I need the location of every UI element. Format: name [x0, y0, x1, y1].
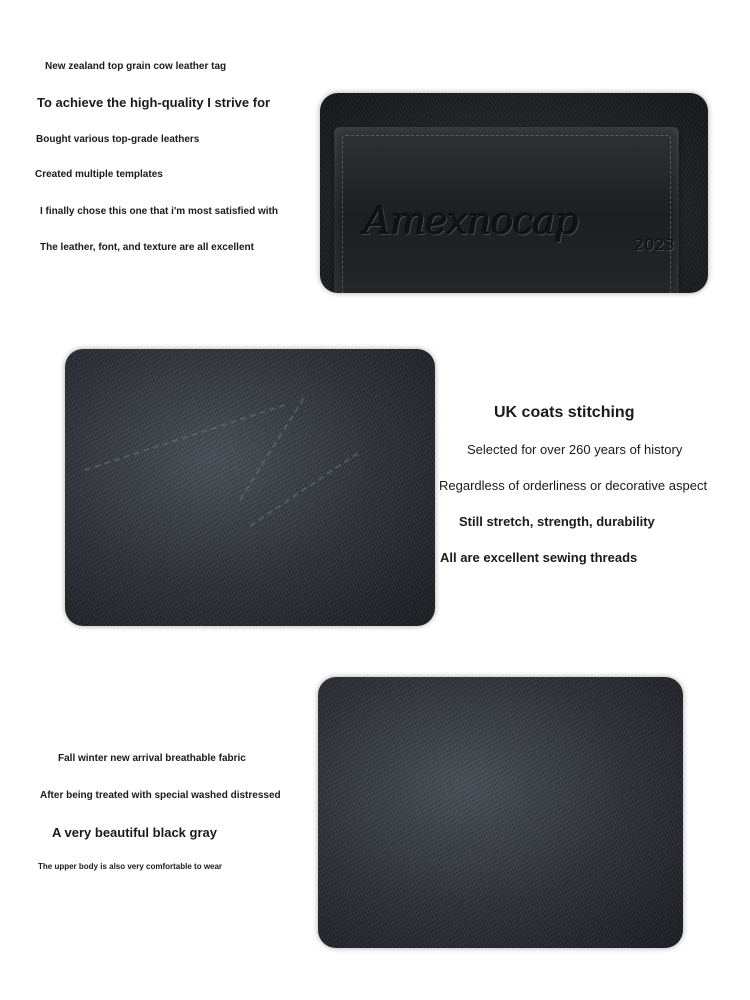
leathers-line: Bought various top-grade leathers [36, 134, 200, 145]
patch-logo: Amexnocap [364, 199, 579, 243]
color-line: A very beautiful black gray [52, 825, 217, 840]
templates-line: Created multiple templates [35, 169, 163, 180]
fabric-photo [318, 677, 683, 948]
history-line: Selected for over 260 years of history [467, 442, 683, 457]
fabric-title: Fall winter new arrival breathable fabric [58, 753, 246, 764]
threads-line: All are excellent sewing threads [440, 550, 638, 565]
durability-line: Still stretch, strength, durability [459, 514, 655, 529]
chosen-line: I finally chose this one that i'm most satisfied with [40, 206, 278, 217]
patch-year: 2023 [634, 235, 675, 254]
stitching-heading: UK coats stitching [494, 404, 635, 421]
excellent-line: The leather, font, and texture are all excellent [40, 242, 254, 253]
stitch-seam [239, 398, 304, 501]
leather-patch [334, 127, 679, 293]
stitch-seam [249, 452, 358, 526]
comfort-line: The upper body is also very comfortable to wear [38, 862, 223, 871]
decorative-line: Regardless of orderliness or decorative aspect [439, 478, 708, 493]
washed-line: After being treated with special washed distressed [40, 790, 281, 801]
stitching-photo [65, 349, 435, 626]
stitch-seam [85, 404, 285, 471]
leather-tag-title: New zealand top grain cow leather tag [45, 61, 227, 72]
quality-line: To achieve the high-quality I strive for [37, 95, 271, 110]
leather-tag-photo [320, 93, 708, 293]
